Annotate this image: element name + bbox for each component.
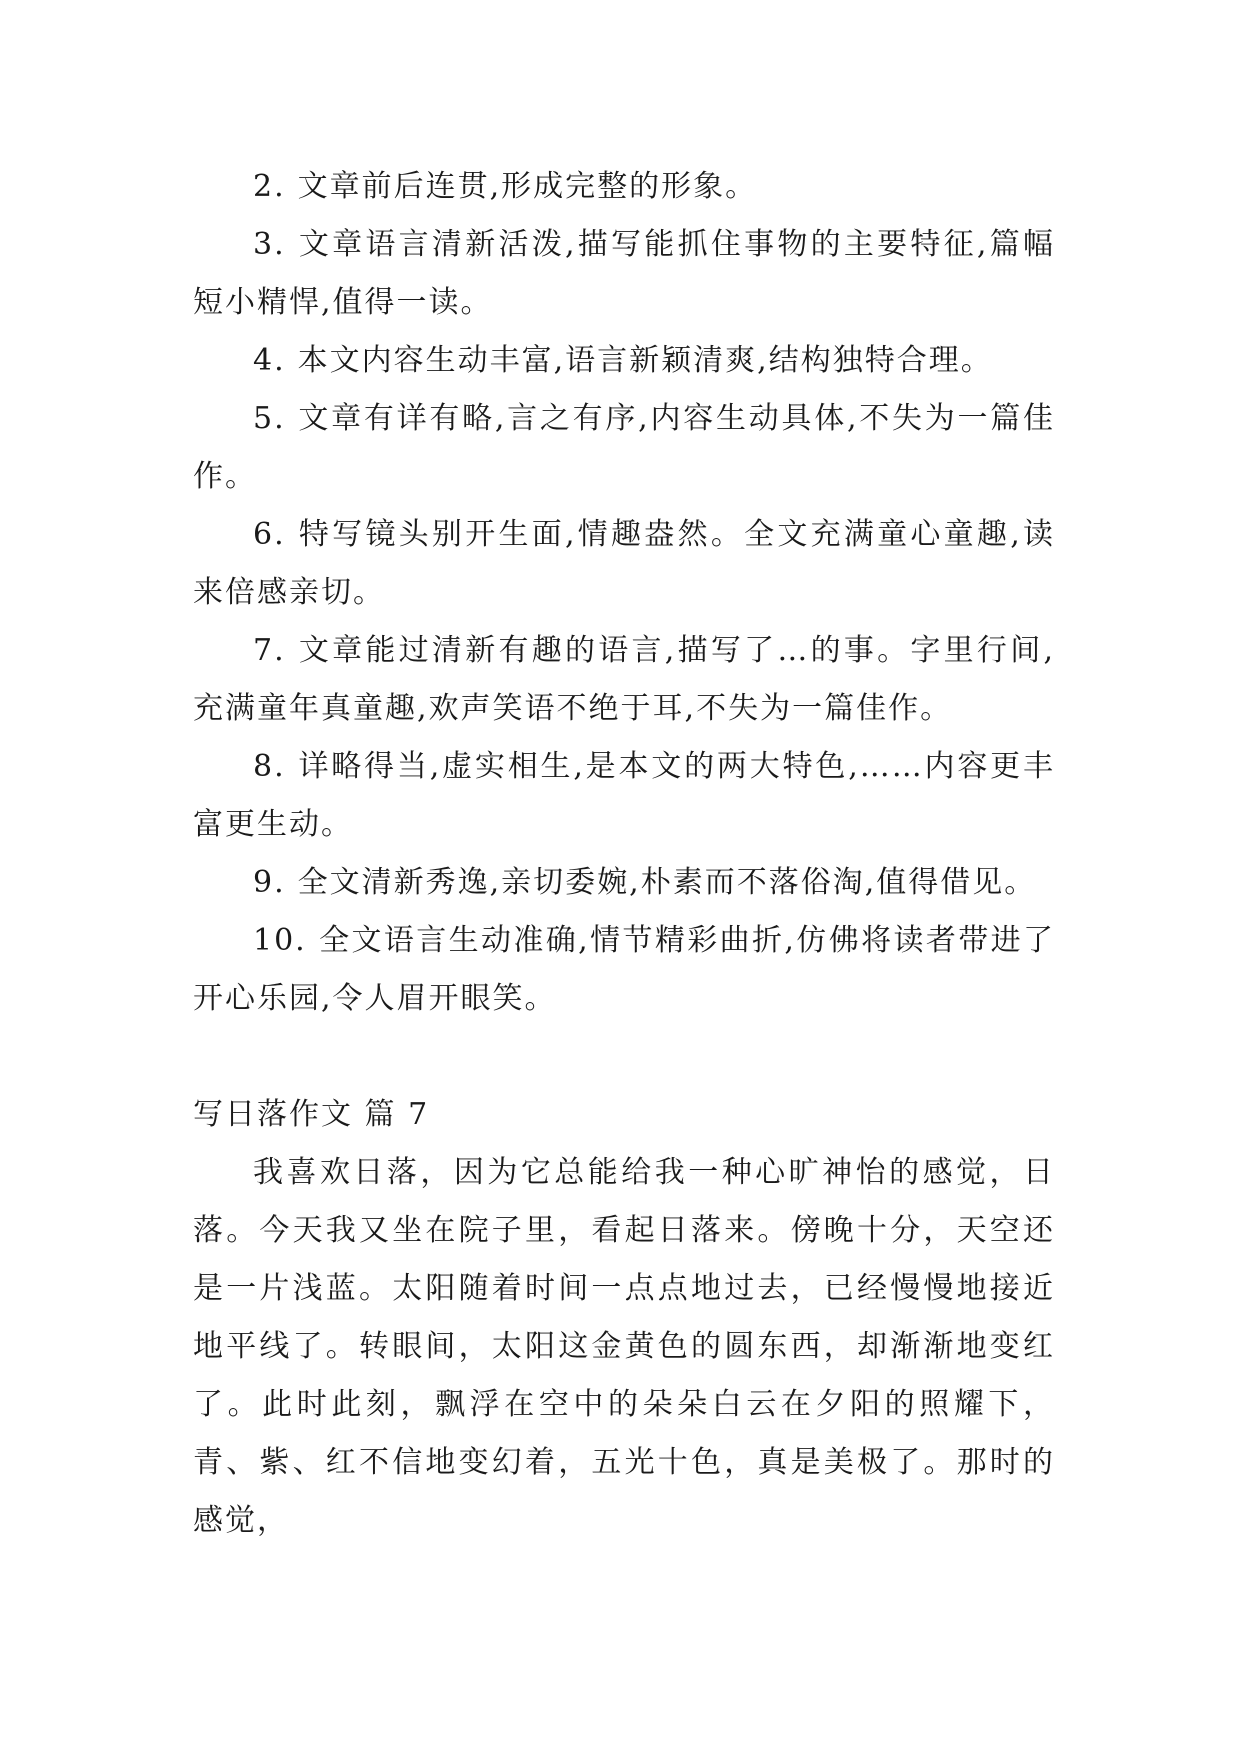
comment-item-3 [193,216,1055,332]
comment-text: 文章有详有略,言之有序,内容生动具体,不失为一篇佳作。 [193,401,1055,494]
comment-text: 本文内容生动丰富,语言新颖清爽,结构独特合理。 [297,343,993,378]
comment-item-9 [193,854,1055,912]
comment-number: 2. [253,169,286,204]
comment-item-6 [193,506,1055,622]
comment-number: 6. [253,517,286,552]
comment-item-5 [193,390,1055,506]
comment-number: 10. [253,923,307,958]
comment-text: 文章前后连贯,形成完整的形象。 [297,169,758,204]
comment-number: 8. [253,749,286,784]
comment-text: 全文清新秀逸,亲切委婉,朴素而不落俗淘,值得借见。 [297,865,1037,900]
essay-body: 我喜欢日落，因为它总能给我一种心旷神怡的感觉，日落。今天我又坐在院子里，看起日落来。傍晚十分，天空还是一片浅蓝。太阳随着时间一点点地过去，已经慢慢地接近地平线了。转眼间，太阳这金黄色的圆东西，却渐渐地变红了。此时此刻，飘浮在空中的朵朵白云在夕阳的照耀下，青、紫、红不信地变幻着，五光十色，真是美极了。那时的感觉， [193,1155,1055,1538]
comment-item-2 [193,158,1055,216]
comment-text: 文章能过清新有趣的语言,描写了…的事。字里行间,充满童年真童趣,欢声笑语不绝于耳,不失为一篇佳作。 [193,633,1055,726]
comment-item-4 [193,332,1055,390]
comment-number: 5. [253,401,286,436]
comment-number: 7. [253,633,286,668]
essay-heading: 写日落作文 篇 7 [193,1097,430,1132]
comment-item-10 [193,912,1055,1028]
comment-text: 文章语言清新活泼,描写能抓住事物的主要特征,篇幅短小精悍,值得一读。 [193,227,1055,320]
comment-item-8 [193,738,1055,854]
comment-text: 特写镜头别开生面,情趣盎然。全文充满童心童趣,读来倍感亲切。 [193,517,1055,610]
section-gap [193,1028,1055,1086]
comment-text: 详略得当,虚实相生,是本文的两大特色,……内容更丰富更生动。 [193,749,1055,842]
comment-item-7 [193,622,1055,738]
comment-text: 全文语言生动准确,情节精彩曲折,仿佛将读者带进了开心乐园,令人眉开眼笑。 [193,923,1055,1016]
comment-number: 3. [253,227,286,262]
comment-number: 9. [253,865,286,900]
comment-number: 4. [253,343,286,378]
document-page [193,158,1055,1550]
